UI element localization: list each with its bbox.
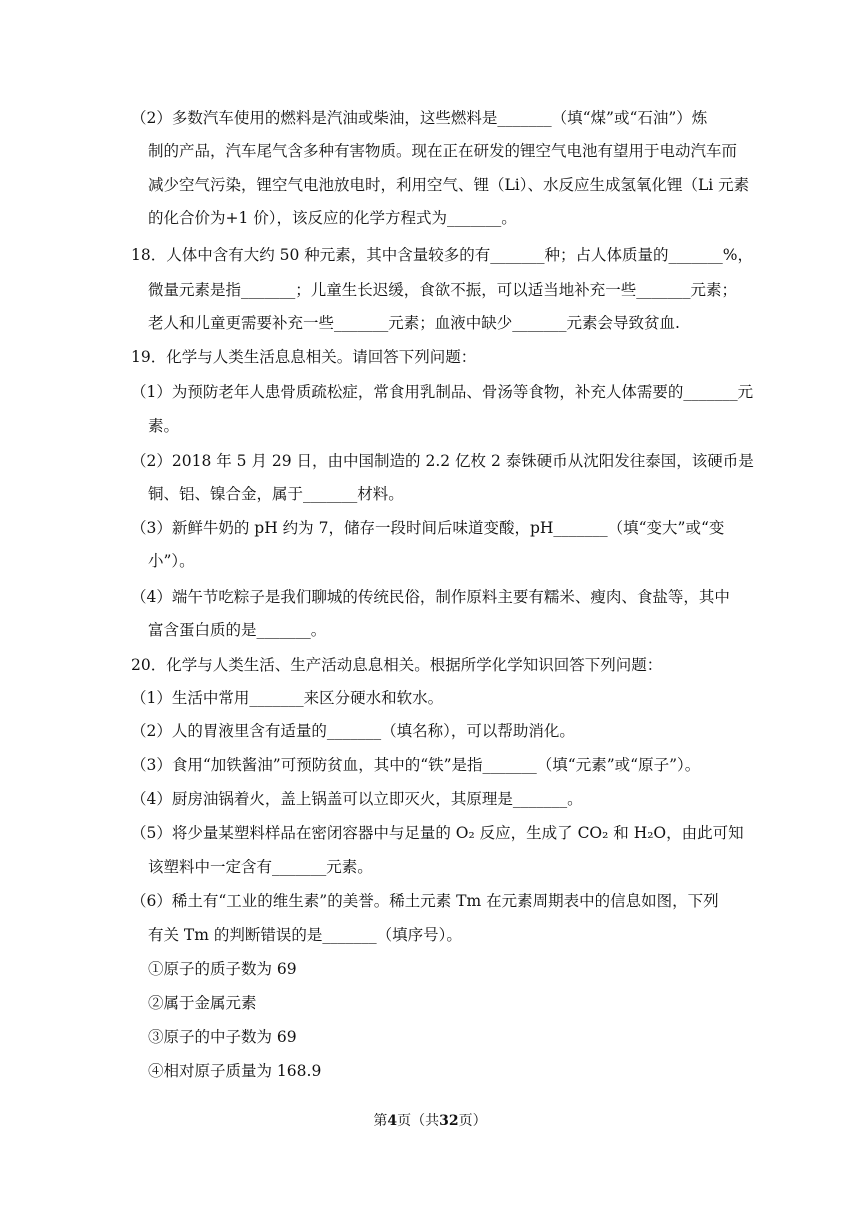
question-18-line: 18．人体中含有大约 50 种元素，其中含量较多的有_______种；占人体质量的_______%， [131, 246, 754, 264]
question-20-line: 20．化学与人类生活、生产活动息息相关。根据所学化学知识回答下列问题： [131, 656, 663, 674]
footer-prefix: 第 [373, 1113, 388, 1129]
text-line: 老人和儿童更需要补充一些_______元素；血液中缺少_______元素会导致贫血. [148, 314, 680, 332]
footer-suffix: 页） [458, 1113, 487, 1129]
text-line: 减少空气污染，锂空气电池放电时，利用空气、锂（Li）、水反应生成氢氧化锂（Li 元素 [148, 176, 750, 194]
text-line: 微量元素是指_______；儿童生长迟缓，食欲不振，可以适当地补充一些_______元素； [148, 281, 738, 299]
text-line: （1）为预防老年人患骨质疏松症，常食用乳制品、骨汤等食物，补充人体需要的_______元 [131, 383, 754, 401]
text-line: （2）2018 年 5 月 29 日，由中国制造的 2.2 亿枚 2 泰铢硬币从沈阳发往泰国，该硬币是 [131, 452, 754, 470]
text-line: （4）厨房油锅着火，盖上锅盖可以立即灭火，其原理是_______。 [131, 790, 583, 808]
text-line: 素。 [148, 417, 180, 435]
text-line: 该塑料中一定含有_______元素。 [148, 858, 373, 876]
text-line: 铜、铝、镍合金，属于_______材料。 [148, 485, 404, 503]
text-line: 有关 Tm 的判断错误的是_______（填序号）。 [148, 926, 462, 944]
text-line: （5）将少量某塑料样品在密闭容器中与足量的 O₂ 反应，生成了 CO₂ 和 H₂O，由此可知 [131, 824, 744, 842]
text-line: （3）食用“加铁酱油”可预防贫血，其中的“铁”是指_______（填“元素”或“原子”）。 [131, 756, 701, 774]
footer-total-pages: 32 [439, 1113, 459, 1129]
page-footer [0, 1112, 860, 1130]
text-line: 富含蛋白质的是_______。 [148, 621, 327, 639]
text-line: （3）新鲜牛奶的 pH 约为 7，储存一段时间后味道变酸，pH_______（填“变大”或“变 [131, 519, 725, 537]
option-line: ②属于金属元素 [148, 994, 257, 1012]
footer-mid: 页（共 [397, 1113, 440, 1129]
option-line: ③原子的中子数为 69 [148, 1028, 297, 1046]
text-line: （1）生活中常用_______来区分硬水和软水。 [131, 689, 444, 707]
question-19-line: 19．化学与人类生活息息相关。请回答下列问题： [131, 348, 477, 366]
text-line: （2）人的胃液里含有适量的_______（填名称），可以帮助消化。 [131, 722, 575, 740]
footer-page-number: 4 [387, 1113, 398, 1129]
text-line: （6）稀土有“工业的维生素”的美誉。稀土元素 Tm 在元素周期表中的信息如图，下列 [131, 892, 719, 910]
option-line: ①原子的质子数为 69 [148, 960, 297, 978]
text-line: 的化合价为+1 价），该反应的化学方程式为_______。 [148, 209, 517, 227]
text-line: 制的产品，汽车尾气含多种有害物质。现在正在研发的锂空气电池有望用于电动汽车而 [148, 142, 738, 160]
text-line: 小”）。 [148, 552, 195, 570]
text-line: （4）端午节吃粽子是我们聊城的传统民俗，制作原料主要有糯米、瘦肉、食盐等，其中 [131, 588, 730, 606]
text-line: （2）多数汽车使用的燃料是汽油或柴油，这些燃料是_______（填“煤”或“石油”）炼 [131, 109, 708, 127]
option-line: ④相对原子质量为 168.9 [148, 1062, 322, 1080]
